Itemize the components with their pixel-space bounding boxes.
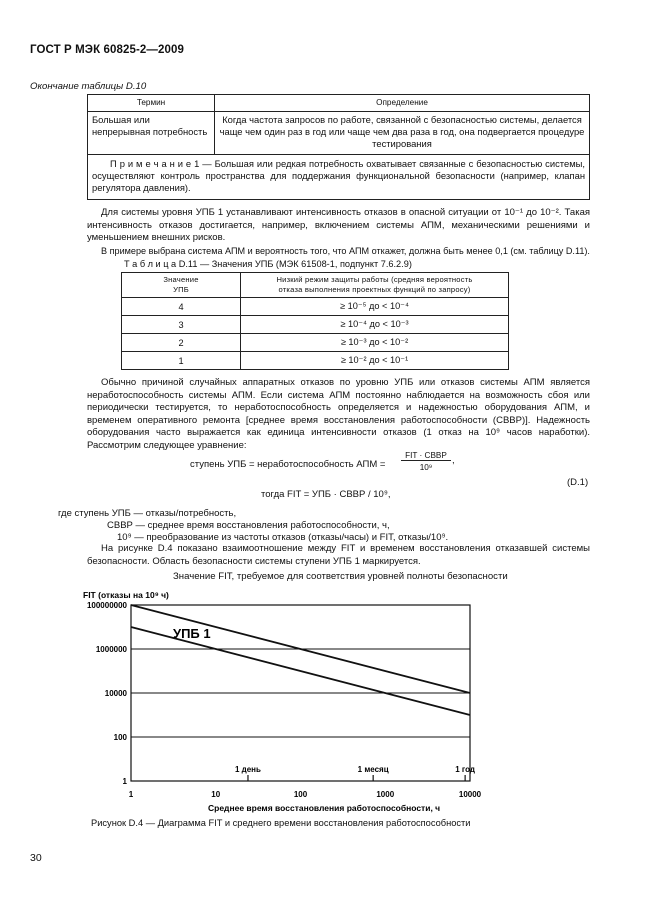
table-d10-header-term: Термин <box>88 95 215 112</box>
table-d11-range-cell: ≥ 10⁻⁴ до < 10⁻³ <box>241 316 509 334</box>
table-d10 <box>87 94 590 200</box>
table-d11-sil-cell: 4 <box>122 298 241 316</box>
figure-caption: Рисунок D.4 — Диаграмма FIT и среднего времени восстановления работоспособности <box>91 818 471 828</box>
where-line-2: СВВР — среднее время восстановления работоспособности, ч, <box>107 520 390 531</box>
table-row <box>122 316 509 334</box>
page-number: 30 <box>30 852 42 864</box>
x-tick-label: 100 <box>293 790 308 799</box>
table-row <box>122 298 509 316</box>
y-tick-label: 1000000 <box>95 645 127 654</box>
formula-number: (D.1) <box>567 477 589 488</box>
table-d11-caption: Т а б л и ц а D.11 — Значения УПБ (МЭК 61508-1, подпункт 7.6.2.9) <box>124 259 412 269</box>
y-tick-label: 100000000 <box>86 601 127 610</box>
chart-xlabel: Среднее время восстановления работоспособности, ч <box>208 803 441 813</box>
formula-denominator: 10⁹ <box>419 463 433 472</box>
formula-trail: , <box>452 455 455 466</box>
x-tick-label: 10000 <box>458 790 482 799</box>
y-tick-label: 10000 <box>104 689 127 698</box>
table-d11-range-cell: ≥ 10⁻⁵ до < 10⁻⁴ <box>241 298 509 316</box>
where-line-1: где ступень УПБ — отказы/потребность, <box>58 508 237 519</box>
table-d11-sil-cell: 3 <box>122 316 241 334</box>
x-tick-label: 1000 <box>376 790 395 799</box>
time-marker-label: 1 день <box>234 765 261 774</box>
formula-then: тогда FIT = УПБ · СВВР / 10⁹, <box>261 489 391 500</box>
time-marker-label: 1 год <box>455 765 476 774</box>
table-d10-caption: Окончание таблицы D.10 <box>30 81 147 92</box>
table-d10-definition: Когда частота запросов по работе, связанной с безопасностью системы, делается чаще чем один раз в год или чаще чем два раза в год, она подвергается процедуре тестирования <box>215 112 590 155</box>
table-d11-header-range-line1: Низкий режим защиты работы (средняя вероятность <box>276 275 473 284</box>
fit-chart <box>0 580 646 820</box>
formula-numerator: FIT · СВВР <box>401 451 451 461</box>
table-row <box>122 334 509 352</box>
chart-ylabel: FIT (отказы на 10⁹ ч) <box>83 590 169 600</box>
formula-lhs: ступень УПБ = неработоспособность АПМ = <box>190 459 386 470</box>
x-tick-label: 1 <box>128 790 134 799</box>
paragraph-1: Для системы уровня УПБ 1 устанавливают интенсивность отказов в опасной ситуации от 10⁻¹ до 10⁻². Такая интенсивность отказов достигается, например, включением системы АПМ, механическими решениями и уменьшением внешних рисков. <box>87 207 590 244</box>
x-tick-label: 10 <box>211 790 221 799</box>
table-d10-note: П р и м е ч а н и е 1 — Большая или редкая потребность охватывает связанные с безопасностью системы, осуществляют контроль пространства для поддержания функциональной безопасности (например, клапан регулятора давления). <box>88 155 590 200</box>
y-tick-label: 100 <box>113 733 127 742</box>
table-d10-header-definition: Определение <box>215 95 590 112</box>
chart-region-label: УПБ 1 <box>173 626 211 641</box>
page-header: ГОСТ Р МЭК 60825-2—2009 <box>30 44 184 56</box>
table-d11-sil-cell: 2 <box>122 334 241 352</box>
chart-title: Значение FIT, требуемое для соответствия уровней полноты безопасности <box>173 571 508 582</box>
table-d11-range-cell: ≥ 10⁻² до < 10⁻¹ <box>241 352 509 370</box>
table-d11-header-range-line2: отказа выполнения проектных функций по запросу) <box>278 285 471 294</box>
paragraph-2: В примере выбрана система АПМ и вероятность того, что АПМ откажет, должна быть менее 0,1 (см. таблицу D.11). <box>101 246 590 256</box>
where-line-3: 10⁹ — преобразование из частоты отказов (отказы/часы) и FIT, отказы/10⁹. <box>117 532 449 543</box>
table-d11-sil-cell: 1 <box>122 352 241 370</box>
table-d10-term: Большая или непрерывная потребность <box>88 112 215 155</box>
y-tick-label: 1 <box>122 777 127 786</box>
paragraph-4: На рисунке D.4 показано взаимоотношение между FIT и временем восстановления отказавшей системы безопасности. Область безопасности системы ступени УПБ 1 маркируется. <box>87 543 590 567</box>
table-d11-header-sil-line2: УПБ <box>173 285 189 294</box>
table-d11-header-range <box>241 273 509 298</box>
table-d11-range-cell: ≥ 10⁻³ до < 10⁻² <box>241 334 509 352</box>
table-d11-header-sil-line1: Значение <box>163 275 199 284</box>
time-marker-label: 1 месяц <box>357 765 389 774</box>
table-d11 <box>121 272 509 370</box>
table-row <box>122 352 509 370</box>
table-d11-header-sil <box>122 273 241 298</box>
paragraph-3: Обычно причиной случайных аппаратных отказов по уровню УПБ или отказов системы АПМ является неработоспособность системы АПМ. Если система АПМ постоянно наблюдается на возможность сбоя или периодически тестируется, то неработоспособность определяется и надежностью оборудования АПМ, и временем оперативного ремонта [среднее время восстановления работоспособности (СВВР)]. Надежность оборудования часто выражается как единица интенсивности отказов (1 отказ на 10⁹ часов наработки). Рассмотрим следующее уравнение: <box>87 377 590 451</box>
